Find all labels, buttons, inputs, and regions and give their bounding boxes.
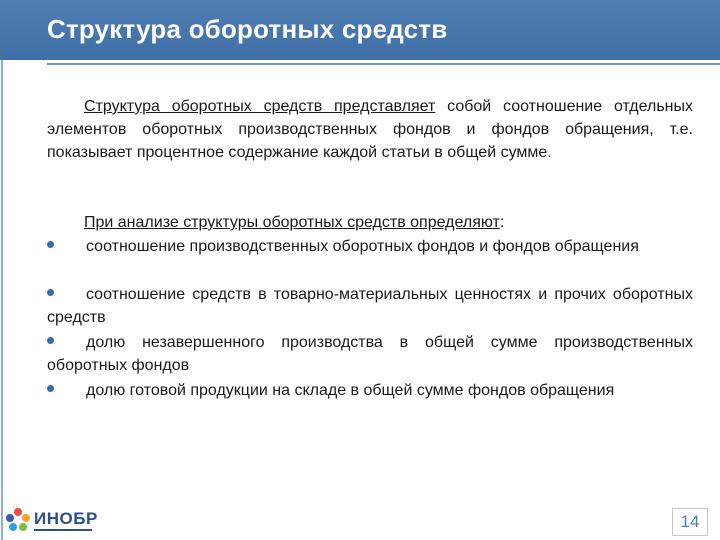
list-item-text: соотношение производственных оборотных фондов и фондов обращения bbox=[86, 238, 639, 255]
logo-underline bbox=[34, 529, 92, 531]
page-number-box bbox=[672, 508, 708, 536]
list-item bbox=[47, 331, 693, 377]
definition-term: Структура оборотных средств представляет bbox=[84, 98, 436, 115]
page-number: 14 bbox=[680, 512, 700, 531]
logo bbox=[4, 505, 98, 535]
list-item-text: соотношение средств в товарно-материальных ценностях и прочих оборотных средств bbox=[47, 286, 693, 326]
title-bar bbox=[0, 0, 720, 60]
list-item-text: долю готовой продукции на складе в общей сумме фондов обращения bbox=[86, 382, 615, 399]
list-item bbox=[47, 235, 693, 258]
list-item bbox=[47, 283, 693, 329]
left-border bbox=[1, 0, 3, 540]
analysis-intro bbox=[47, 211, 693, 234]
analysis-intro-label: При анализе структуры оборотных средств определяют bbox=[84, 214, 500, 231]
list-item bbox=[47, 379, 693, 402]
title-underline bbox=[47, 63, 720, 65]
bullet-icon bbox=[47, 241, 54, 248]
logo-text: ИНОБР bbox=[34, 509, 98, 528]
definition-text: собой соотношение отдельных элементов оборотных производственных фондов и фондов обращения, т.е. показывает процентное содержание каждой статьи в общей сумме. bbox=[47, 98, 693, 161]
analysis-intro-colon: : bbox=[499, 214, 505, 231]
bullet-icon bbox=[47, 337, 54, 344]
slide-title: Структура оборотных средств bbox=[47, 14, 448, 44]
logo-icon bbox=[4, 507, 32, 533]
bullet-icon bbox=[47, 289, 54, 296]
list-item-text: долю незавершенного производства в общей сумме производственных оборотных фондов bbox=[47, 334, 693, 374]
bullet-icon bbox=[47, 385, 54, 392]
definition-paragraph bbox=[47, 95, 693, 164]
